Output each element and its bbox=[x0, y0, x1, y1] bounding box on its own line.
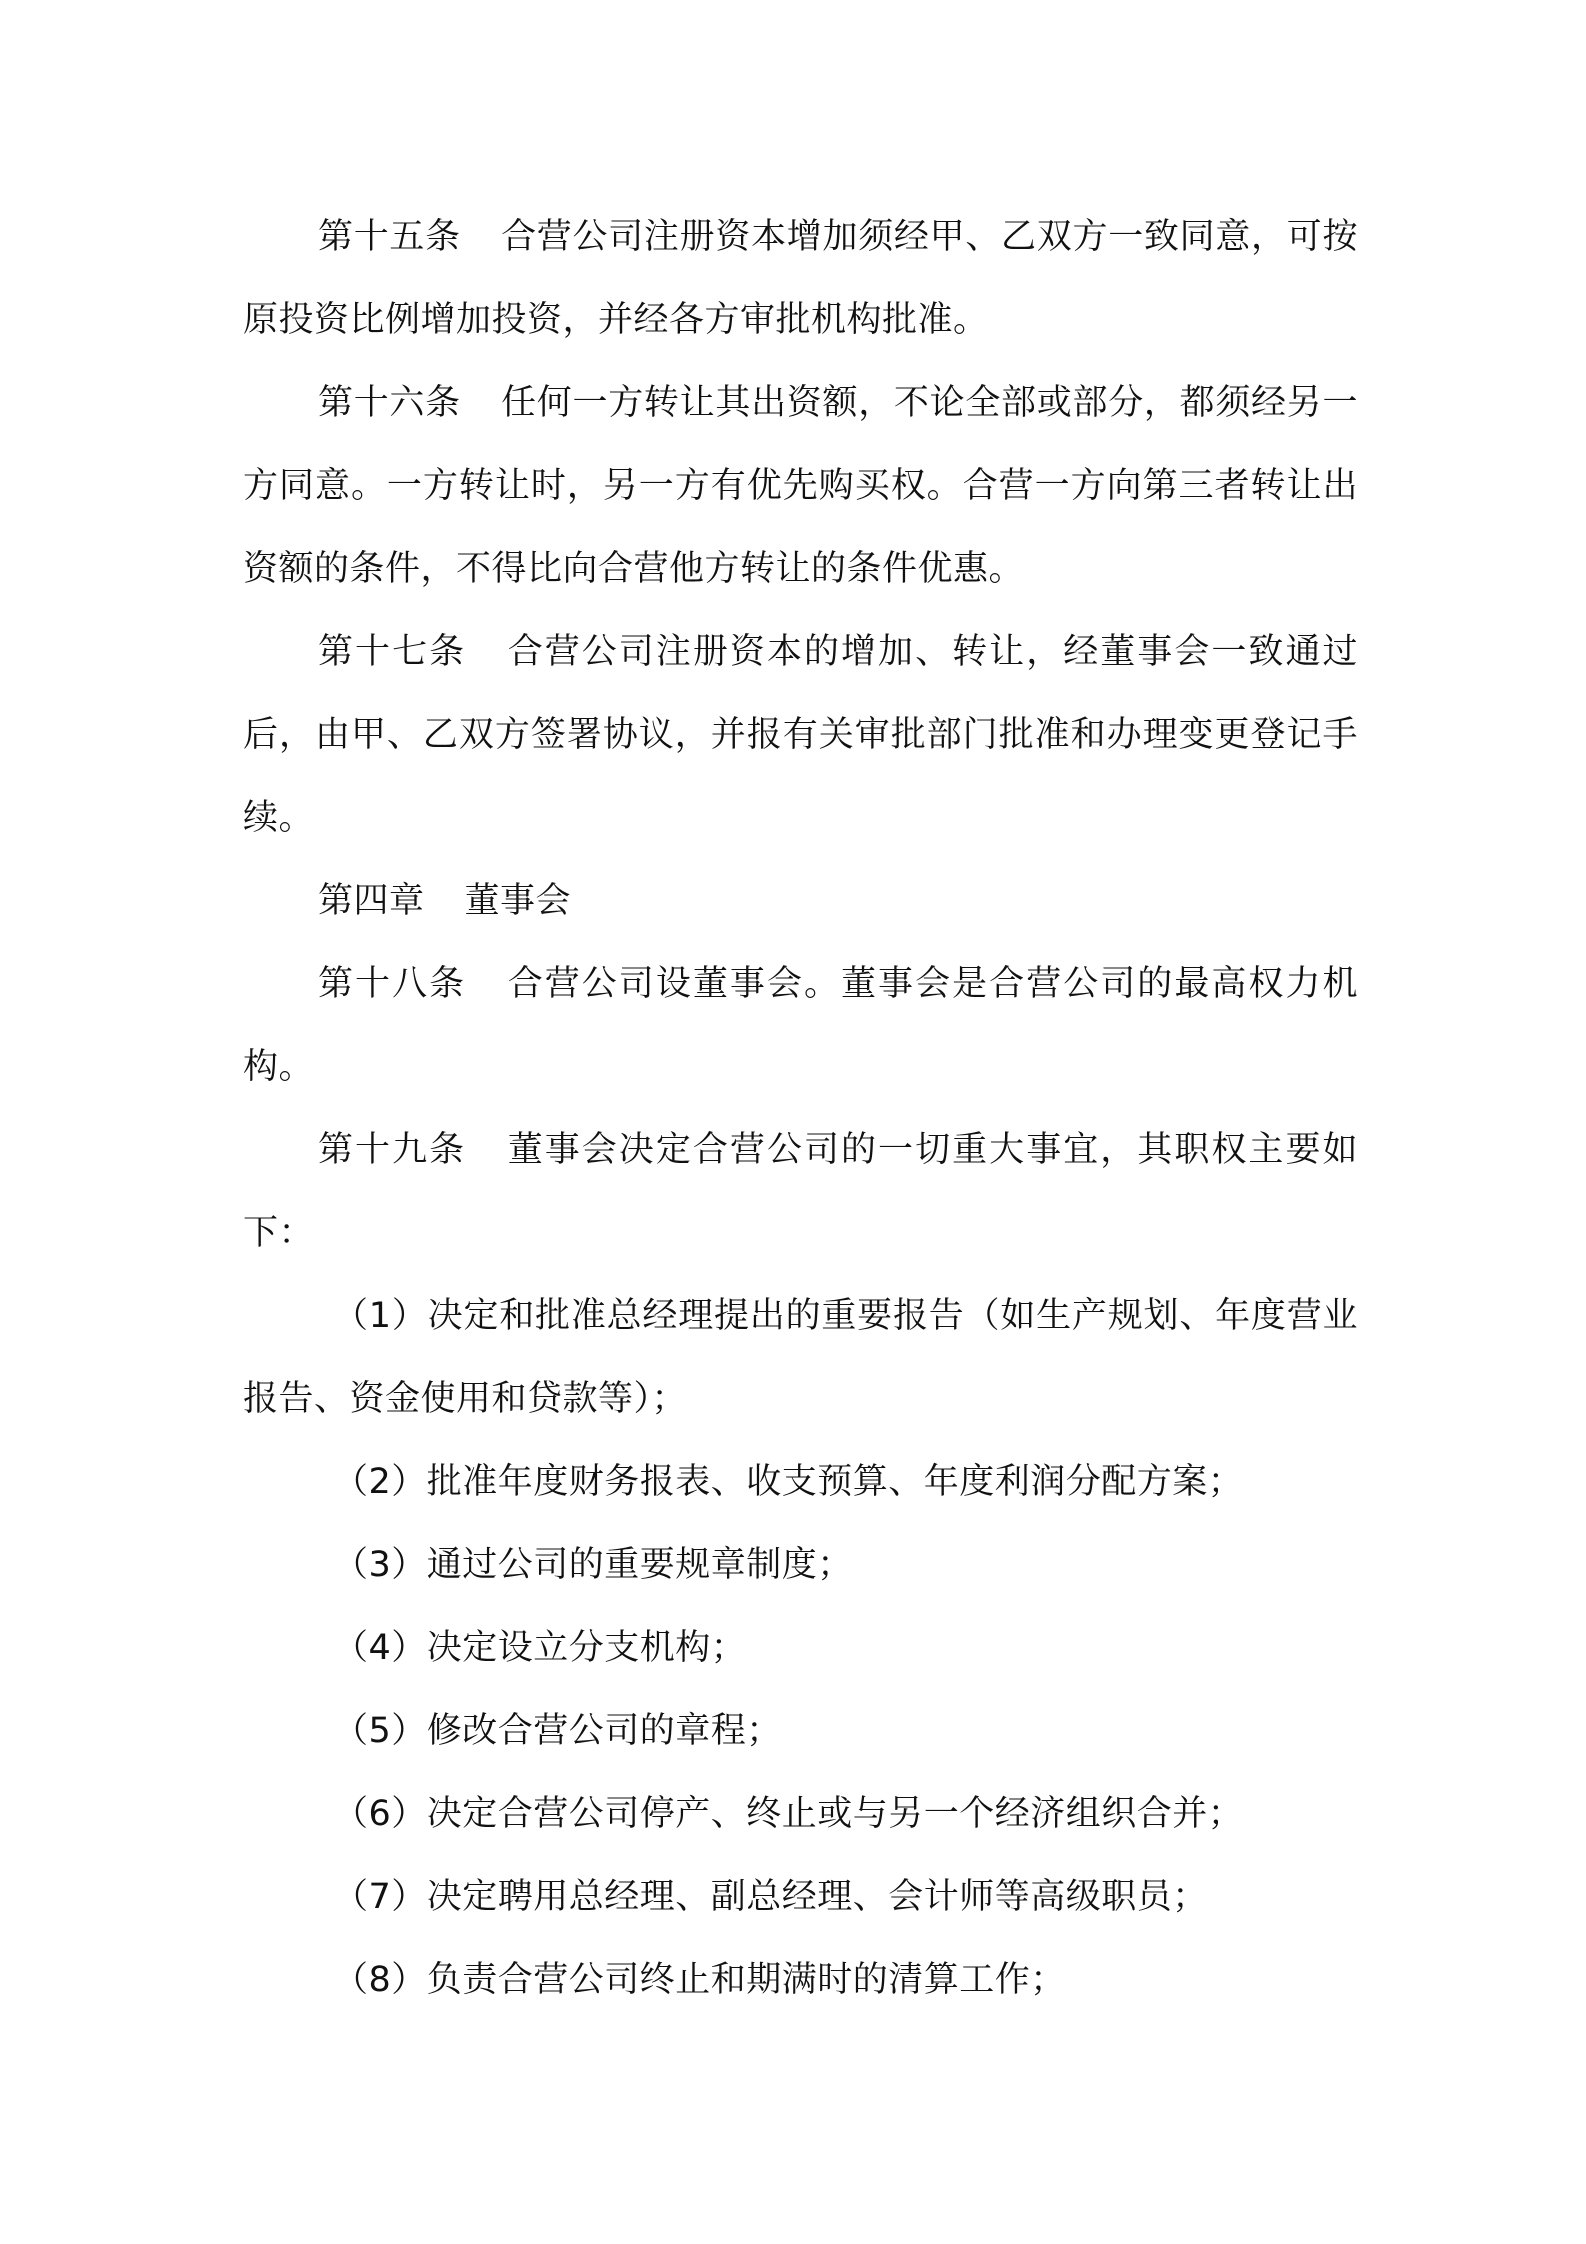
article-heading: 第十六条 bbox=[318, 383, 461, 423]
list-item: （4）决定设立分支机构； bbox=[333, 1628, 747, 1668]
article-heading: 第十九条 bbox=[318, 1130, 467, 1170]
list-item: （3）通过公司的重要规章制度； bbox=[333, 1545, 853, 1585]
list-item: （2）批准年度财务报表、收支预算、年度利润分配方案； bbox=[333, 1462, 1244, 1502]
chapter-number: 第四章 bbox=[318, 881, 425, 921]
article-heading: 第十五条 bbox=[318, 217, 461, 257]
list-item: （7）决定聘用总经理、副总经理、会计师等高级职员； bbox=[333, 1877, 1208, 1917]
article-15 bbox=[243, 196, 1358, 362]
article-19 bbox=[243, 1109, 1358, 1275]
article-heading: 第十八条 bbox=[318, 964, 467, 1004]
article-16 bbox=[243, 362, 1358, 611]
article-text: 合营公司注册资本的增加、转让，经董事会一致通过后，由甲、乙双方签署协议，并报有关审批部门批准和办理变更登记手续。 bbox=[243, 632, 1358, 838]
article-18 bbox=[243, 943, 1358, 1109]
list-item: （1）决定和批准总经理提出的重要报告（如生产规划、年度营业报告、资金使用和贷款等）； bbox=[243, 1296, 1358, 1419]
article-text: 合营公司注册资本增加须经甲、乙双方一致同意，可按原投资比例增加投资，并经各方审批机构批准。 bbox=[243, 217, 1358, 340]
article-text: 合营公司设董事会。董事会是合营公司的最高权力机构。 bbox=[243, 964, 1358, 1087]
chapter-title: 董事会 bbox=[464, 881, 572, 921]
article-text: 任何一方转让其出资额，不论全部或部分，都须经另一方同意。一方转让时，另一方有优先购买权。合营一方向第三者转让出资额的条件，不得比向合营他方转让的条件优惠。 bbox=[243, 383, 1358, 589]
document-body bbox=[243, 196, 1358, 2022]
list-item: （8）负责合营公司终止和期满时的清算工作； bbox=[333, 1960, 1066, 2000]
list-item: （5）修改合营公司的章程； bbox=[333, 1711, 782, 1751]
article-heading: 第十七条 bbox=[318, 632, 467, 672]
chapter-4-heading bbox=[243, 860, 1358, 943]
article-17 bbox=[243, 611, 1358, 860]
list-item: （6）决定合营公司停产、终止或与另一个经济组织合并； bbox=[333, 1794, 1244, 1834]
article-text: 董事会决定合营公司的一切重大事宜，其职权主要如下： bbox=[243, 1130, 1358, 1253]
